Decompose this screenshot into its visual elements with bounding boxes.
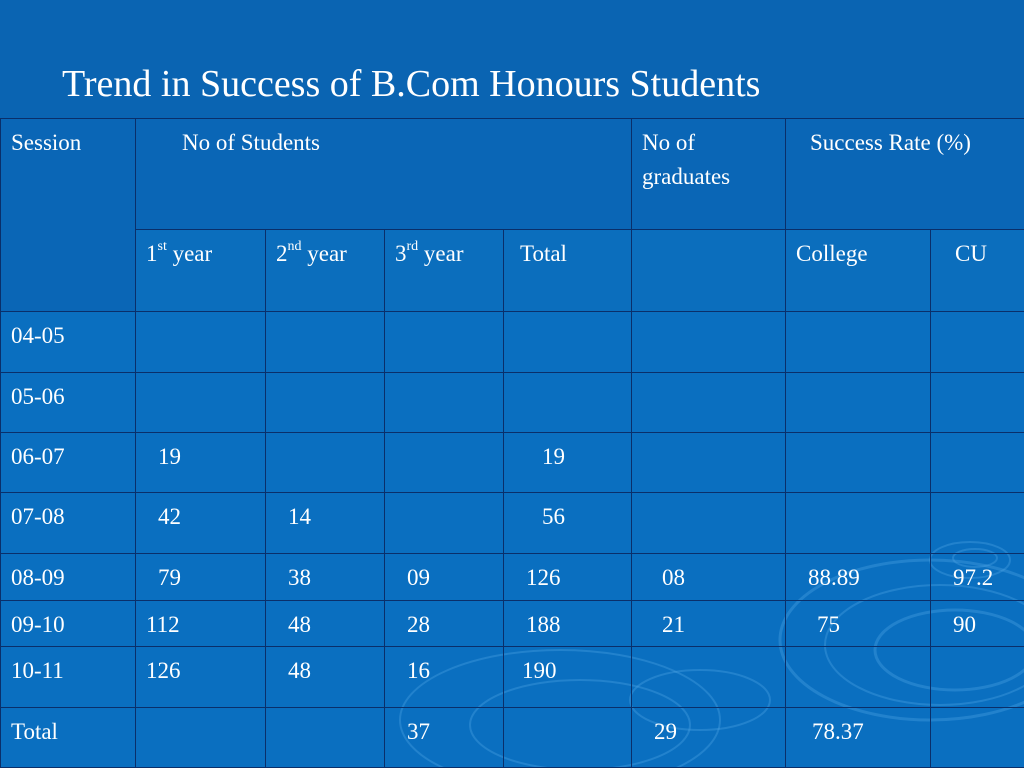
cell-session: 08-09 (1, 553, 136, 600)
cell-1st-year (136, 373, 266, 433)
cell-3rd-year (385, 312, 504, 373)
table-row (1, 493, 1024, 553)
cell-college (786, 312, 931, 373)
cell-3rd-year (385, 493, 504, 553)
header-3rd-year: 3rd year (385, 230, 504, 312)
table-row (1, 433, 1024, 493)
header-total: Total (504, 230, 632, 312)
cell-2nd-year (266, 433, 385, 493)
cell-3rd-year: 37 (385, 707, 504, 767)
cell-graduates (632, 493, 786, 553)
cell-3rd-year: 16 (385, 646, 504, 707)
cell-2nd-year (266, 707, 385, 767)
cell-graduates: 21 (632, 600, 786, 646)
table-row (1, 600, 1024, 646)
cell-1st-year: 112 (136, 600, 266, 646)
table-row (1, 312, 1024, 373)
cell-college: 88.89 (786, 553, 931, 600)
header-no-of-students: No of Students (136, 119, 632, 230)
cell-session: 09-10 (1, 600, 136, 646)
cell-3rd-year (385, 373, 504, 433)
cell-session: 07-08 (1, 493, 136, 553)
cell-total: 19 (504, 433, 632, 493)
cell-1st-year: 79 (136, 553, 266, 600)
cell-cu (931, 646, 1024, 707)
cell-cu: 90 (931, 600, 1024, 646)
header-graduates-blank (632, 230, 786, 312)
cell-2nd-year: 48 (266, 600, 385, 646)
cell-3rd-year (385, 433, 504, 493)
cell-college: 78.37 (786, 707, 931, 767)
cell-1st-year: 19 (136, 433, 266, 493)
cell-college (786, 373, 931, 433)
cell-1st-year: 126 (136, 646, 266, 707)
cell-total: 126 (504, 553, 632, 600)
cell-3rd-year: 28 (385, 600, 504, 646)
cell-2nd-year: 48 (266, 646, 385, 707)
header-2nd-year: 2nd year (266, 230, 385, 312)
cell-graduates: 29 (632, 707, 786, 767)
cell-cu (931, 312, 1024, 373)
cell-2nd-year (266, 312, 385, 373)
header-no-of-graduates: No of graduates (632, 119, 786, 230)
students-success-table (0, 118, 1024, 768)
cell-1st-year (136, 312, 266, 373)
cell-total (504, 373, 632, 433)
cell-cu (931, 373, 1024, 433)
cell-graduates: 08 (632, 553, 786, 600)
cell-2nd-year: 14 (266, 493, 385, 553)
header-college: College (786, 230, 931, 312)
cell-session: Total (1, 707, 136, 767)
cell-college: 75 (786, 600, 931, 646)
cell-graduates (632, 373, 786, 433)
cell-college (786, 646, 931, 707)
cell-college (786, 433, 931, 493)
cell-session: 10-11 (1, 646, 136, 707)
cell-total (504, 312, 632, 373)
cell-session: 05-06 (1, 373, 136, 433)
cell-total: 56 (504, 493, 632, 553)
table-row-total (1, 707, 1024, 767)
cell-session: 04-05 (1, 312, 136, 373)
cell-2nd-year: 38 (266, 553, 385, 600)
cell-total (504, 707, 632, 767)
cell-1st-year (136, 707, 266, 767)
cell-cu (931, 433, 1024, 493)
header-success-rate: Success Rate (%) (786, 119, 1024, 230)
cell-session: 06-07 (1, 433, 136, 493)
table-row (1, 373, 1024, 433)
page-title: Trend in Success of B.Com Honours Students (62, 63, 761, 105)
table-row (1, 553, 1024, 600)
cell-1st-year: 42 (136, 493, 266, 553)
cell-graduates (632, 312, 786, 373)
header-cu: CU (931, 230, 1024, 312)
cell-cu: 97.2 (931, 553, 1024, 600)
cell-total: 190 (504, 646, 632, 707)
cell-cu (931, 493, 1024, 553)
table-row (1, 646, 1024, 707)
cell-graduates (632, 433, 786, 493)
cell-graduates (632, 646, 786, 707)
header-session: Session (1, 119, 136, 312)
header-1st-year: 1st year (136, 230, 266, 312)
cell-college (786, 493, 931, 553)
cell-3rd-year: 09 (385, 553, 504, 600)
cell-total: 188 (504, 600, 632, 646)
cell-2nd-year (266, 373, 385, 433)
cell-cu (931, 707, 1024, 767)
